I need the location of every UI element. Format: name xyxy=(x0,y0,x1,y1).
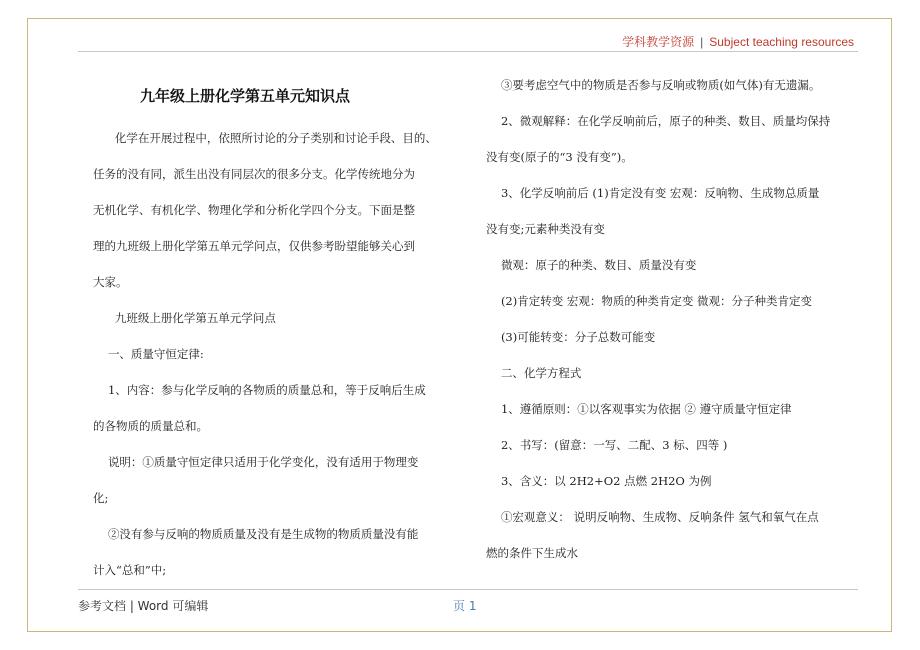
left-column xyxy=(93,120,458,588)
header-en-text: Subject teaching resources xyxy=(709,35,854,49)
paragraph-line: (3)可能转变：分子总数可能变 xyxy=(500,330,656,344)
header-cn-text: 学科教学资源 xyxy=(622,35,695,49)
page-number: 页 1 xyxy=(453,599,477,613)
paragraph-line: 化学在开展过程中，依照所讨论的分子类别和讨论手段、目的、 xyxy=(114,131,437,145)
section-heading: 一、质量守恒定律: xyxy=(107,347,204,361)
paragraph-line: 的各物质的质量总和。 xyxy=(93,419,208,433)
paragraph-line: 理的九班级上册化学第五单元学问点，仅供参考盼望能够关心到 xyxy=(93,239,415,253)
footer-doc-label: 参考文档 | Word 可编辑 xyxy=(78,599,209,613)
paragraph-line: 3、化学反响前后 (1)肯定没有变 宏观：反响物、生成物总质量 xyxy=(500,186,820,200)
paragraph-line: 化; xyxy=(93,491,109,505)
paragraph-line: 2、微观解释：在化学反响前后，原子的种类、数目、质量均保持 xyxy=(500,114,831,128)
document-title: 九年级上册化学第五单元知识点 xyxy=(140,87,351,105)
paragraph-line: 3、含义：以 2H2+O2 点燃 2H2O 为例 xyxy=(500,474,712,488)
paragraph-line: 2、书写：(留意：一写、二配、3 标、四等 ) xyxy=(500,438,728,452)
paragraph-line: 没有变;元素种类没有变 xyxy=(486,222,605,236)
paragraph-line: 没有变(原子的“3 没有变”)。 xyxy=(486,150,633,164)
paragraph-line: 任务的没有同，派生出没有同层次的很多分支。化学传统地分为 xyxy=(93,167,415,181)
header-banner xyxy=(622,33,854,50)
paragraph-line: ③要考虑空气中的物质是否参与反响或物质(如气体)有无遗漏。 xyxy=(500,78,821,92)
paragraph-line: 微观：原子的种类、数目、质量没有变 xyxy=(500,258,697,272)
footer-rule xyxy=(78,589,858,590)
paragraph-line: 无机化学、有机化学、物理化学和分析化学四个分支。下面是整 xyxy=(93,203,415,217)
paragraph-line: 计入“总和”中; xyxy=(93,563,167,577)
right-column xyxy=(486,67,856,571)
section-heading: 二、化学方程式 xyxy=(500,366,582,380)
section-heading: 九班级上册化学第五单元学问点 xyxy=(114,311,276,325)
paragraph-line: (2)肯定转变 宏观：物质的种类肯定变 微观：分子种类肯定变 xyxy=(500,294,813,308)
paragraph-line: ①宏观意义： 说明反响物、生成物、反响条件 氢气和氧气在点 xyxy=(500,510,819,524)
paragraph-line: 1、遵循原则：①以客观事实为依据 ② 遵守质量守恒定律 xyxy=(500,402,792,416)
paragraph-line: 说明：①质量守恒定律只适用于化学变化，没有适用于物理变 xyxy=(107,455,419,469)
header-separator: | xyxy=(700,35,704,49)
paragraph-line: ②没有参与反响的物质质量及没有是生成物的物质质量没有能 xyxy=(107,527,419,541)
paragraph-line: 1、内容：参与化学反响的各物质的质量总和，等于反响后生成 xyxy=(107,383,426,397)
paragraph-line: 燃的条件下生成水 xyxy=(486,546,578,560)
paragraph-line: 大家。 xyxy=(93,275,128,289)
header-rule xyxy=(78,51,858,52)
